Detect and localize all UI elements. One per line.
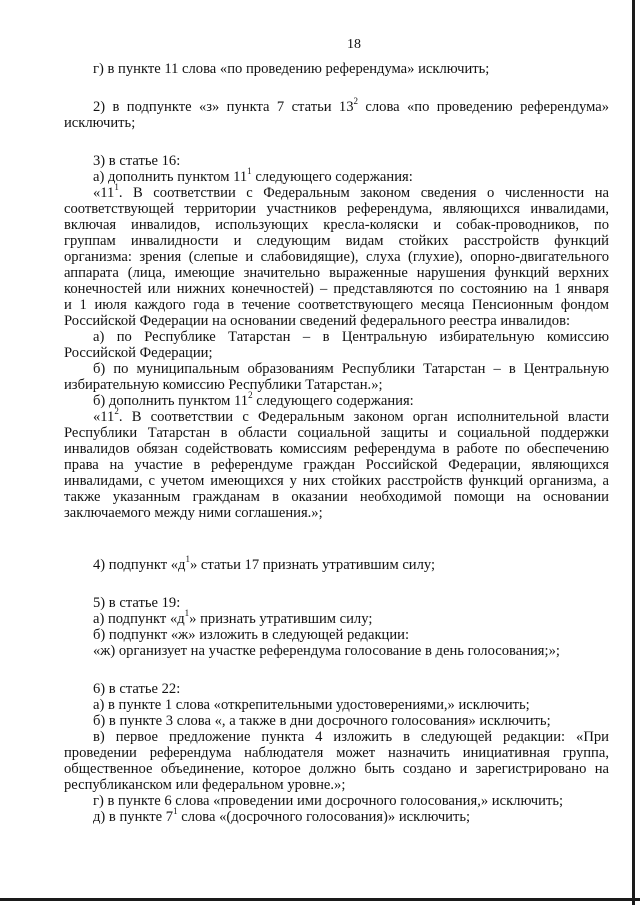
text-line: 5) в статье 19: — [93, 595, 181, 611]
text-line: права на участие в референдуме граждан Российской Федерации, являющихся — [64, 457, 609, 473]
text-line: а) дополнить пунктом $11^1$ следующего содержания: — [93, 166, 413, 185]
text-line: инвалидами, с учетом имеющихся у них стойких расстройств функций организма, а — [64, 473, 609, 489]
text-line: исключить; — [64, 115, 136, 131]
text-line: «$11^1$. В соответствии с Федеральным законом сведения о численности на — [93, 182, 609, 201]
text-line: б) в пункте 3 слова «, а также в дни досрочного голосования» исключить; — [93, 713, 551, 729]
text-line: б) по муниципальным образованиям Республики Татарстан – в Центральную — [93, 361, 609, 377]
text-line: 2) в подпункте «з» пункта 7 статьи $13^2$ слова «по проведению референдума» — [93, 96, 609, 115]
text-line: Республики Татарстан в области социальной защиты и социальной поддержки — [64, 425, 609, 441]
text-line: инвалидов обязан содействовать комиссиям референдума в работе по обеспечению — [64, 441, 609, 457]
text-line: и 1 июля каждого года в течение соответствующего месяца Пенсионным фондом — [64, 297, 609, 313]
text-line: избирательную комиссию Республики Татарстан.»; — [64, 377, 383, 393]
text-line: также указанным гражданам в оказании необходимой помощи на основании — [64, 489, 609, 505]
text-line: г) в пункте 11 слова «по проведению референдума» исключить; — [93, 61, 490, 77]
text-line: общественное объединение, которое должно быть создано и зарегистрировано на — [64, 761, 609, 777]
text-line: б) подпункт «ж» изложить в следующей редакции: — [93, 627, 410, 643]
text-line: «$11^2$. В соответствии с Федеральным законом орган исполнительной власти — [93, 406, 609, 425]
text-line: соответствующей территории участников референдума, являющихся инвалидами, — [64, 201, 609, 217]
text-line: а) по Республике Татарстан – в Центральную избирательную комиссию — [93, 329, 609, 345]
scan-edge-right — [632, 0, 635, 905]
text-line: 6) в статье 22: — [93, 681, 181, 697]
text-line: конечностей или нижних конечностей) – представляются по состоянию на 1 января — [64, 281, 609, 297]
page-number: 18 — [347, 37, 361, 52]
text-line: республиканском или федеральном уровне.»; — [64, 777, 346, 793]
text-line: д) в пункте $7^1$ слова «(досрочного голосования)» исключить; — [93, 806, 471, 825]
text-line: б) дополнить пунктом $11^2$ следующего содержания: — [93, 390, 414, 409]
text-line: включая инвалидов, использующих кресла-коляски и собак-проводников, по — [64, 217, 609, 233]
text-line: а) в пункте 1 слова «открепительными удостоверениями,» исключить; — [93, 697, 530, 713]
text-line: 4) подпункт «$д^1$» статьи 17 признать утратившим силу; — [93, 554, 436, 573]
text-line: проведении референдума наблюдателя может назначить инициативная группа, — [64, 745, 609, 761]
text-line: Российской Федерации; — [64, 345, 213, 361]
text-line: а) подпункт «$д^1$» признать утратившим силу; — [93, 608, 373, 627]
text-line: группам инвалидности и следующим видам стойких расстройств функций — [64, 233, 609, 249]
text-line: в) первое предложение пункта 4 изложить в следующей редакции: «При — [93, 729, 609, 745]
text-line: аппарата (лица, имеющие значительно выраженные нарушения функций верхних — [64, 265, 609, 281]
text-line: «ж) организует на участке референдума голосование в день голосования;»; — [93, 643, 560, 659]
text-line: Российской Федерации на основании сведений федерального реестра инвалидов: — [64, 313, 571, 329]
text-line: организма: зрения (слепые и слабовидящие), слуха (глухие), опорно-двигательного — [64, 249, 609, 265]
text-line: заключаемого между ними соглашения.»; — [64, 505, 323, 521]
text-line: г) в пункте 6 слова «проведении ими досрочного голосования,» исключить; — [93, 793, 564, 809]
text-line: 3) в статье 16: — [93, 153, 181, 169]
scan-edge-bottom — [0, 898, 640, 901]
